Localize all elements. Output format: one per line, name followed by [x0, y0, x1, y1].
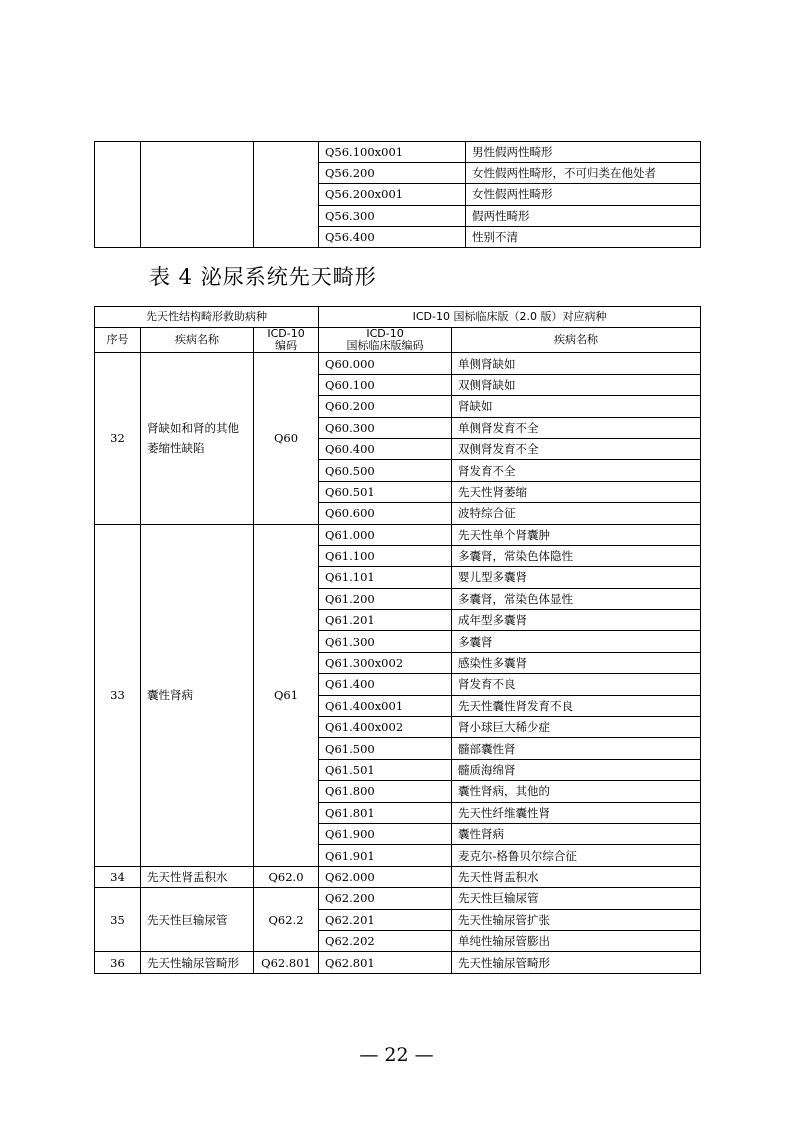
disease-name-cell: 假两性畸形 — [466, 205, 701, 226]
clinical-code-cell: Q60.500 — [319, 460, 452, 481]
seq-cell: 34 — [95, 866, 141, 887]
icd-code-cell: Q62.801 — [254, 952, 319, 973]
seq-cell: 35 — [95, 888, 141, 952]
seq-cell: 33 — [95, 524, 141, 866]
continuation-row — [95, 142, 701, 163]
header-icd — [254, 328, 319, 353]
disease-name-cell: 先天性输尿管畸形 — [452, 952, 701, 973]
disease-name-cell: 肾缺如 — [452, 396, 701, 417]
main-table-body — [95, 353, 701, 973]
clinical-code-cell: Q62.801 — [319, 952, 452, 973]
icd-code-cell: Q62.2 — [254, 888, 319, 952]
disease-name-cell: 成年型多囊肾 — [452, 610, 701, 631]
clinical-code-cell: Q62.201 — [319, 909, 452, 930]
seq-cell: 32 — [95, 353, 141, 524]
disease-name-cell: 感染性多囊肾 — [452, 652, 701, 673]
header-column-row — [95, 328, 701, 353]
clinical-code-cell: Q61.901 — [319, 845, 452, 866]
table-row — [95, 866, 701, 887]
disease-name-cell: 单侧肾发育不全 — [452, 417, 701, 438]
clinical-code-cell: Q61.400 — [319, 674, 452, 695]
icd-code-cell: Q60 — [254, 353, 319, 524]
clinical-code-cell: Q62.202 — [319, 930, 452, 951]
disease-name-cell: 单侧肾缺如 — [452, 353, 701, 374]
disease-name-cell: 髓部囊性肾 — [452, 738, 701, 759]
clinical-code-cell: Q61.400x001 — [319, 695, 452, 716]
disease-name-cell: 髓质海绵肾 — [452, 759, 701, 780]
disease-name-cell: 先天性纤维囊性肾 — [452, 802, 701, 823]
clinical-code-cell: Q60.000 — [319, 353, 452, 374]
disease-name-cell: 女性假两性畸形，不可归类在他处者 — [466, 163, 701, 184]
header-clinical-line1: ICD-10 — [366, 327, 404, 341]
clinical-code-cell: Q61.000 — [319, 524, 452, 545]
urinary-anomalies-table — [94, 306, 701, 974]
cont-name-cell — [141, 142, 254, 248]
disease-name-cell: 肾小球巨大稀少症 — [452, 717, 701, 738]
clinical-code-cell: Q61.800 — [319, 781, 452, 802]
disease-name-cell: 先天性肾盂积水 — [452, 866, 701, 887]
clinical-code-cell: Q60.200 — [319, 396, 452, 417]
clinical-code-cell: Q56.200x001 — [319, 184, 466, 205]
disease-name-cell: 多囊肾，常染色体隐性 — [452, 545, 701, 566]
disease-name-cell: 麦克尔-格鲁贝尔综合征 — [452, 845, 701, 866]
clinical-code-cell: Q61.201 — [319, 610, 452, 631]
clinical-code-cell: Q61.200 — [319, 588, 452, 609]
header-name: 疾病名称 — [141, 328, 254, 353]
page-number: — 22 — — [359, 1044, 434, 1066]
header-group-row — [95, 307, 701, 328]
disease-name-cell: 先天性单个肾囊肿 — [452, 524, 701, 545]
header-clinical-code — [319, 328, 452, 353]
disease-name-cell: 双侧肾发育不全 — [452, 438, 701, 459]
disease-name-cell: 肾发育不全 — [452, 460, 701, 481]
disease-name-cell: 先天性巨输尿管 — [452, 888, 701, 909]
group-name-cell: 先天性巨输尿管 — [141, 888, 254, 952]
table-row — [95, 353, 701, 374]
header-clinical-line2: 国标临床版编码 — [346, 339, 424, 353]
group-name-cell: 先天性肾盂积水 — [141, 866, 254, 887]
group-name-cell: 肾缺如和肾的其他萎缩性缺陷 — [141, 353, 254, 524]
clinical-code-cell: Q60.400 — [319, 438, 452, 459]
cont-seq-cell — [95, 142, 141, 248]
disease-name-cell: 先天性输尿管扩张 — [452, 909, 701, 930]
disease-name-cell: 性别不清 — [466, 226, 701, 247]
clinical-code-cell: Q62.000 — [319, 866, 452, 887]
clinical-code-cell: Q56.400 — [319, 226, 466, 247]
header-left-group: 先天性结构畸形救助病种 — [95, 307, 319, 328]
group-name-cell: 囊性肾病 — [141, 524, 254, 866]
disease-name-cell: 女性假两性畸形 — [466, 184, 701, 205]
disease-name-cell: 先天性囊性肾发育不良 — [452, 695, 701, 716]
continuation-table — [94, 141, 701, 248]
header-icd-line1: ICD-10 — [267, 327, 305, 341]
disease-name-cell: 男性假两性畸形 — [466, 142, 701, 163]
clinical-code-cell: Q60.501 — [319, 481, 452, 502]
clinical-code-cell: Q61.400x002 — [319, 717, 452, 738]
table-row — [95, 524, 701, 545]
clinical-code-cell: Q56.200 — [319, 163, 466, 184]
group-name-cell: 先天性输尿管畸形 — [141, 952, 254, 973]
clinical-code-cell: Q56.100x001 — [319, 142, 466, 163]
continuation-table-body — [95, 142, 701, 248]
clinical-code-cell: Q61.101 — [319, 567, 452, 588]
disease-name-cell: 双侧肾缺如 — [452, 374, 701, 395]
disease-name-cell: 婴儿型多囊肾 — [452, 567, 701, 588]
table-row — [95, 888, 701, 909]
header-disease-name: 疾病名称 — [452, 328, 701, 353]
disease-name-cell: 多囊肾，常染色体显性 — [452, 588, 701, 609]
seq-cell: 36 — [95, 952, 141, 973]
clinical-code-cell: Q60.100 — [319, 374, 452, 395]
disease-name-cell: 波特综合征 — [452, 503, 701, 524]
header-icd-line2: 编码 — [275, 339, 298, 353]
icd-code-cell: Q61 — [254, 524, 319, 866]
clinical-code-cell: Q61.501 — [319, 759, 452, 780]
table-row — [95, 952, 701, 973]
disease-name-cell: 囊性肾病 — [452, 823, 701, 844]
clinical-code-cell: Q61.300 — [319, 631, 452, 652]
icd-code-cell: Q62.0 — [254, 866, 319, 887]
clinical-code-cell: Q61.100 — [319, 545, 452, 566]
disease-name-cell: 单纯性输尿管膨出 — [452, 930, 701, 951]
clinical-code-cell: Q60.300 — [319, 417, 452, 438]
header-seq: 序号 — [95, 328, 141, 353]
clinical-code-cell: Q61.900 — [319, 823, 452, 844]
disease-name-cell: 多囊肾 — [452, 631, 701, 652]
clinical-code-cell: Q56.300 — [319, 205, 466, 226]
clinical-code-cell: Q60.600 — [319, 503, 452, 524]
disease-name-cell: 肾发育不良 — [452, 674, 701, 695]
header-right-group: ICD-10 国标临床版（2.0 版）对应病种 — [319, 307, 701, 328]
cont-icd-cell — [254, 142, 319, 248]
table-title: 表 4 泌尿系统先天畸形 — [149, 265, 377, 289]
clinical-code-cell: Q61.500 — [319, 738, 452, 759]
disease-name-cell: 先天性肾萎缩 — [452, 481, 701, 502]
disease-name-cell: 囊性肾病，其他的 — [452, 781, 701, 802]
clinical-code-cell: Q62.200 — [319, 888, 452, 909]
clinical-code-cell: Q61.801 — [319, 802, 452, 823]
clinical-code-cell: Q61.300x002 — [319, 652, 452, 673]
